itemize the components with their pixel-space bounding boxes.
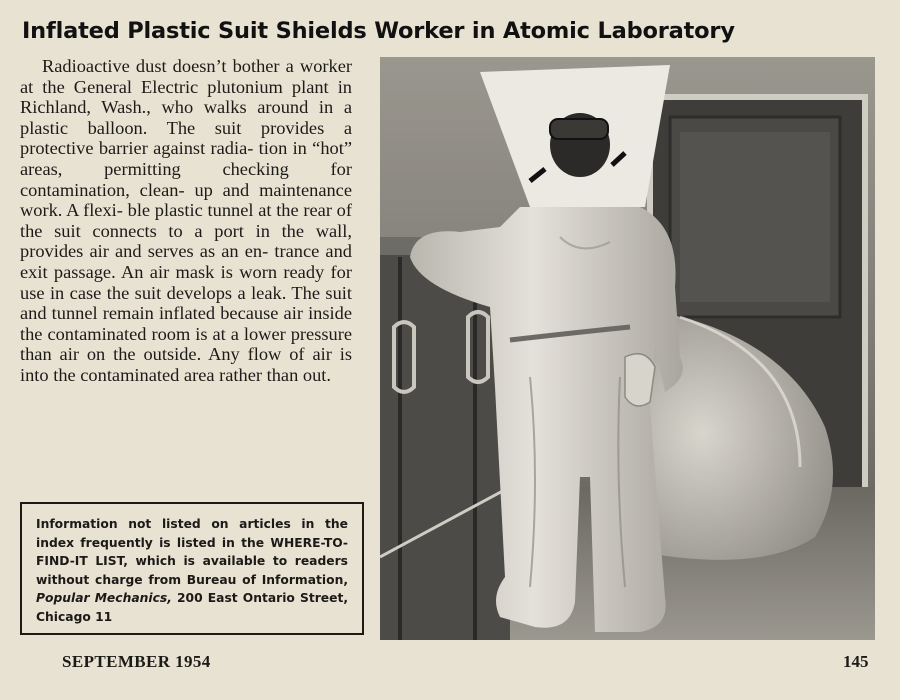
- article-body: [20, 56, 352, 386]
- bleed-through-text: [0, 0, 900, 20]
- article-photo: [380, 57, 875, 640]
- info-box-address: 200 East Ontario Street, Chicago 11: [36, 591, 348, 624]
- body-text-segment-1: Radioactive dust doesn’t bother a worker at the General Electric plutonium plant in Richland, Wash., who walks around in a plastic balloon. The suit provides a protective barrier against radia-: [20, 56, 352, 159]
- body-text-segment-4: ble plastic tunnel at the rear of the suit connects to a port in the wall, provides air and serves as an en-: [20, 200, 352, 262]
- info-box-text: Information not listed on articles in the index frequently is listed in the WHERE-TO-FIND-IT LIST, which is available to readers without charge from Bureau of Information,: [36, 517, 348, 587]
- body-text-segment-5: trance and exit passage. An air mask is worn ready for use in case the suit develops a leak. The suit and tunnel remain inflated because air inside the contaminated room is at a lower pressure than air on the outside. Any flow of air is into the contaminated area rather than out.: [20, 241, 352, 385]
- article-paragraph: [20, 56, 352, 386]
- footer-page-number: 145: [843, 652, 869, 671]
- body-text-segment-3: up and maintenance work. A flexi-: [20, 179, 352, 221]
- article-headline: Inflated Plastic Suit Shields Worker in Atomic Laboratory: [22, 18, 735, 44]
- footer-issue-date: SEPTEMBER 1954: [62, 652, 211, 671]
- info-box: [20, 502, 364, 635]
- photo-illustration: [380, 57, 875, 640]
- info-box-publication: Popular Mechanics,: [36, 591, 172, 606]
- body-text-segment-2: tion in “hot” areas, permitting checking for contamination, clean-: [20, 138, 352, 200]
